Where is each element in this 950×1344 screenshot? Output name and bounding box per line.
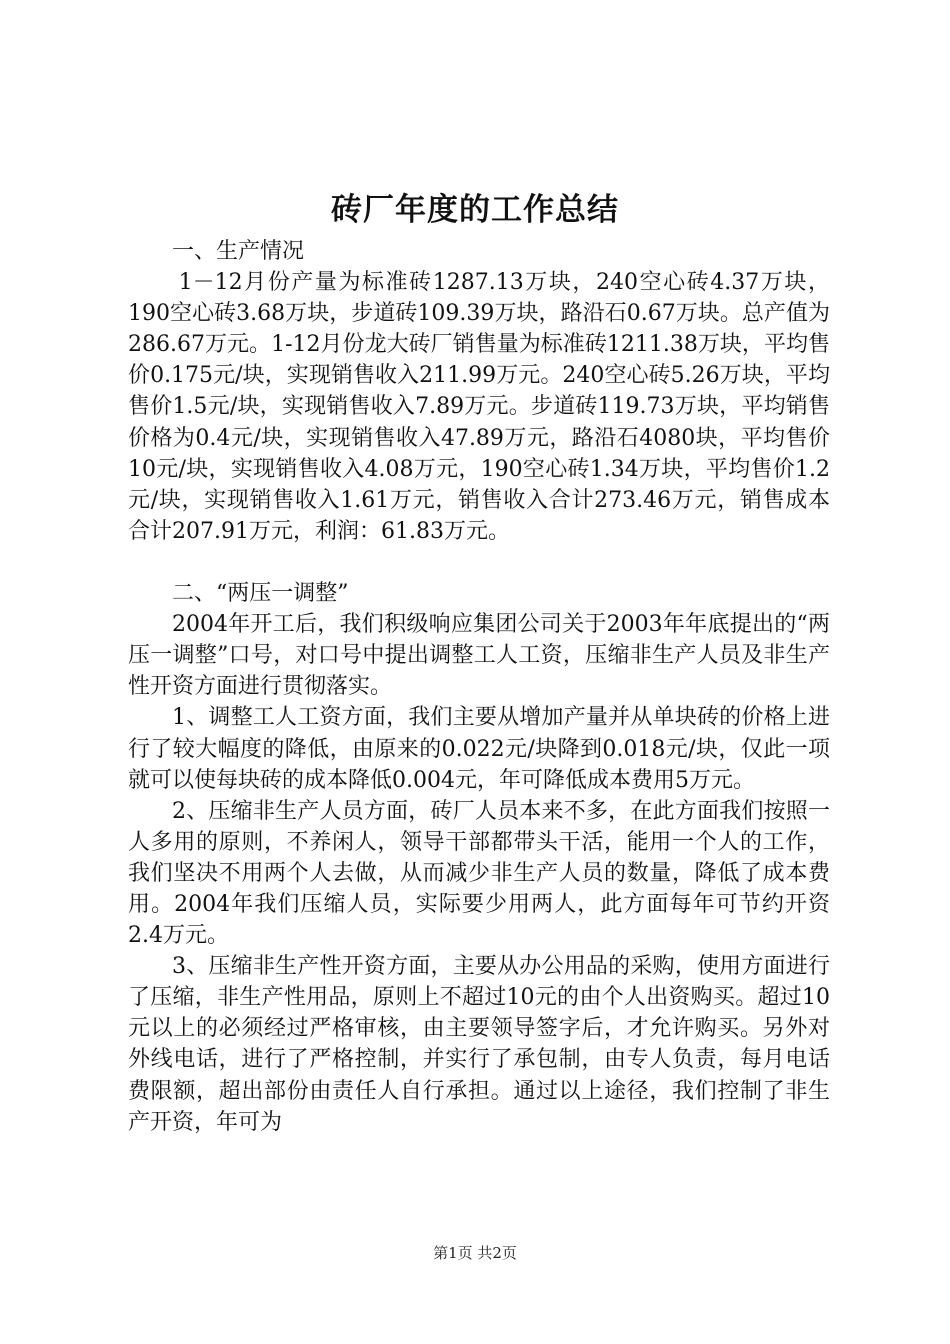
section-heading-production: 一、生产情况 [172, 239, 305, 264]
page-footer: 第1页 共2页 [433, 1244, 517, 1262]
section-heading-two-press-one-adjust: 二、“两压一调整” [172, 581, 349, 607]
paragraph-expense-reduction: 3、压缩非生产性开资方面，主要从办公用品的采购，使用方面进行了压缩，非生产性用品，原则上不超过10元的由个人出资购买。超过10元以上的必须经过严格审核，由主要领导签字后，才允许购买。另外对外线电话，进行了严格控制，并实行了承包制，由专人负责，每月电话费限额，超出部份由责任人自行承担。通过以上途径，我们控制了非生产开资，年可为 [128, 954, 830, 1135]
document-title: 砖厂年度的工作总结 [331, 192, 619, 228]
paragraph-wage-adjustment: 1、调整工人工资方面，我们主要从增加产量并从单块砖的价格上进行了较大幅度的降低，由原来的0.022元/块降到0.018元/块，仅此一项就可以使每块砖的成本降低0.004元，年可降低成本费用5万元。 [128, 705, 830, 793]
paragraph-production-figures: 1－12月份产量为标准砖1287.13万块，240空心砖4.37万块，190空心砖3.68万块，步道砖109.39万块，路沿石0.67万块。总产值为286.67万元。1-12月份龙大砖厂销售量为标准砖1211.38万块，平均售价0.175元/块，实现销售收入211.99万元。240空心砖5.26万块，平均售价1.5元/块，实现销售收入7.89万元。步道砖119.73万块，平均销售价格为0.4元/块，实现销售收入47.89万元，路沿石4080块，平均售价10元/块，实现销售收入4.08万元，190空心砖1.34万块，平均售价1.2元/块，实现销售收入1.61万元，销售收入合计273.46万元，销售成本合计207.91万元，利润：61.83万元。 [128, 270, 830, 544]
document-body [128, 236, 830, 1138]
paragraph-intro-2004: 2004年开工后，我们积级响应集团公司关于2003年年底提出的“两压一调整”口号，对口号中提出调整工人工资，压缩非生产人员及非生产性开资方面进行贯彻落实。 [128, 612, 830, 700]
paragraph-staff-reduction: 2、压缩非生产人员方面，砖厂人员本来不多，在此方面我们按照一人多用的原则，不养闲人，领导干部都带头干活，能用一个人的工作，我们坚决不用两个人去做，从而减少非生产人员的数量，降低了成本费用。2004年我们压缩人员，实际要少用两人，此方面每年可节约开资2.4万元。 [128, 798, 830, 949]
